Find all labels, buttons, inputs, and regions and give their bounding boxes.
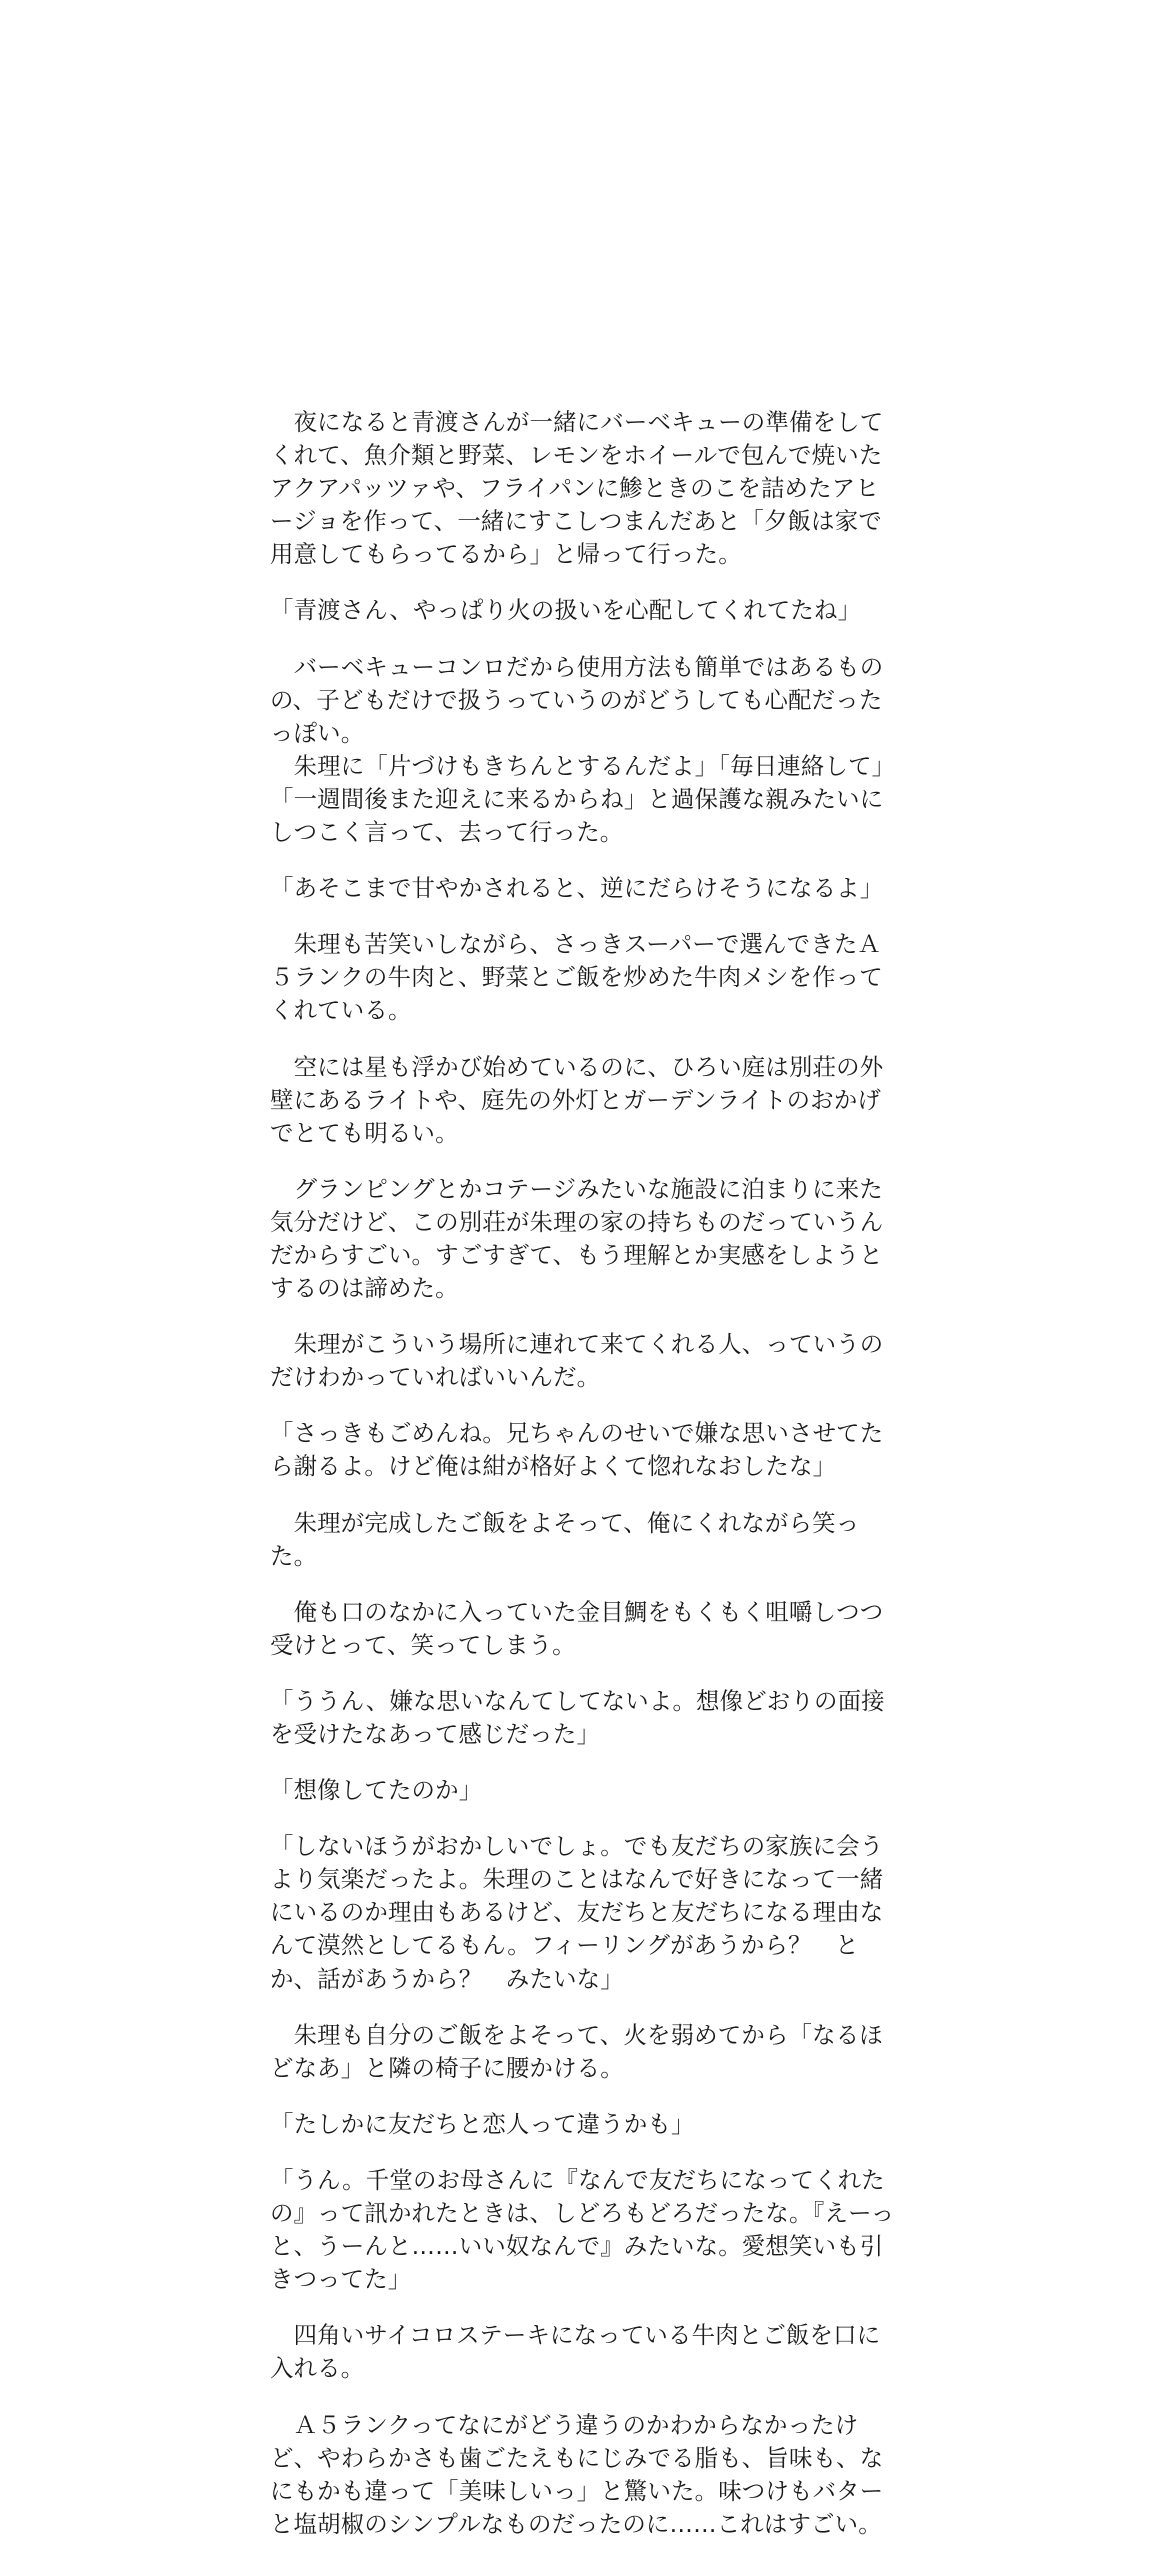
- paragraph: 「しないほうがおかしいでしょ。でも友だちの家族に会うより気楽だったよ。朱理のことはなんで好きになって一緒にいるのか理由もあるけど、友だちと友だちになる理由なんて漠然としてるもん。フィーリングがあうから？ とか、話があうから？ みたいな」: [270, 1832, 884, 1993]
- paragraph: 「想像してたのか」: [270, 1776, 483, 1805]
- paragraph: 空には星も浮かび始めているのに、ひろい庭は別荘の外壁にあるライトや、庭先の外灯とガーデンライトのおかげでとても明るい。: [270, 1052, 884, 1147]
- paragraph: Ａ５ランクってなにがどう違うのかわからなかったけど、やわらかさも歯ごたえもにじみでる脂も、旨味も、なにもかも違って「美味しいっ」と驚いた。味つけもバターと塩胡椒のシンプルなものだったのに……これはすごい。: [270, 2410, 884, 2538]
- paragraph: 俺も口のなかに入っていた金目鯛をもくもく咀嚼しつつ受けとって、笑ってしまう。: [270, 1597, 884, 1659]
- paragraph: 朱理がこういう場所に連れて来てくれる人、っていうのだけわかっていればいいんだ。: [270, 1330, 884, 1392]
- paragraph: 「うん。千堂のお母さんに『なんで友だちになってくれたの』って訊かれたときは、しどろもどろだったな。『えーっと、うーんと……いい奴なんで』みたいな。愛想笑いも引きつってた」: [270, 2165, 895, 2294]
- paragraph: 「たしかに友だちと恋人って違うかも」: [270, 2109, 695, 2138]
- paragraph: 四角いサイコロステーキになっている牛肉とご飯を口に入れる。: [270, 2321, 881, 2383]
- paragraph: 「青渡さん、やっぱり火の扱いを心配してくれてたね」: [270, 596, 862, 625]
- paragraph: 「さっきもごめんね。兄ちゃんのせいで嫌な思いさせてたら謝るよ。けど俺は紺が格好よくて惚れなおしたな」: [270, 1419, 884, 1481]
- paragraph: 朱理も苦笑いしながら、さっきスーパーで選んできたＡ５ランクの牛肉と、野菜とご飯を炒めた牛肉メシを作ってくれている。: [270, 930, 883, 1025]
- reader-page: [270, 406, 895, 2564]
- paragraph: 「ううん、嫌な思いなんてしてないよ。想像どおりの面接を受けたなあって感じだった」: [270, 1686, 885, 1748]
- paragraph: グランピングとかコテージみたいな施設に泊まりに来た気分だけど、この別荘が朱理の家の持ちものだっていうんだからすごい。すごすぎて、もう理解とか実感をしようとするのは諦めた。: [270, 1174, 884, 1303]
- paragraph: 朱理が完成したご飯をよそって、俺にくれながら笑った。: [270, 1508, 860, 1570]
- paragraph: 「あそこまで甘やかされると、逆にだらけそうになるよ」: [270, 874, 884, 903]
- paragraph: 夜になると青渡さんが一緒にバーベキューの準備をしてくれて、魚介類と野菜、レモンをホイールで包んで焼いたアクアパッツァや、フライパンに鯵ときのこを詰めたアヒージョを作って、一緒にすこしつまんだあと「夕飯は家で用意してもらってるから」と帰って行った。: [270, 408, 884, 569]
- paragraph: バーベキューコンロだから使用方法も簡単ではあるものの、子どもだけで扱うっていうのがどうしても心配だったっぽい。 朱理に「片づけもきちんとするんだよ」「毎日連絡して」「一週間後また迎えに来るからね」と過保護な親みたいにしつこく言って、去って行った。: [270, 652, 884, 847]
- paragraph: 朱理も自分のご飯をよそって、火を弱めてから「なるほどなあ」と隣の椅子に腰かける。: [270, 2020, 883, 2082]
